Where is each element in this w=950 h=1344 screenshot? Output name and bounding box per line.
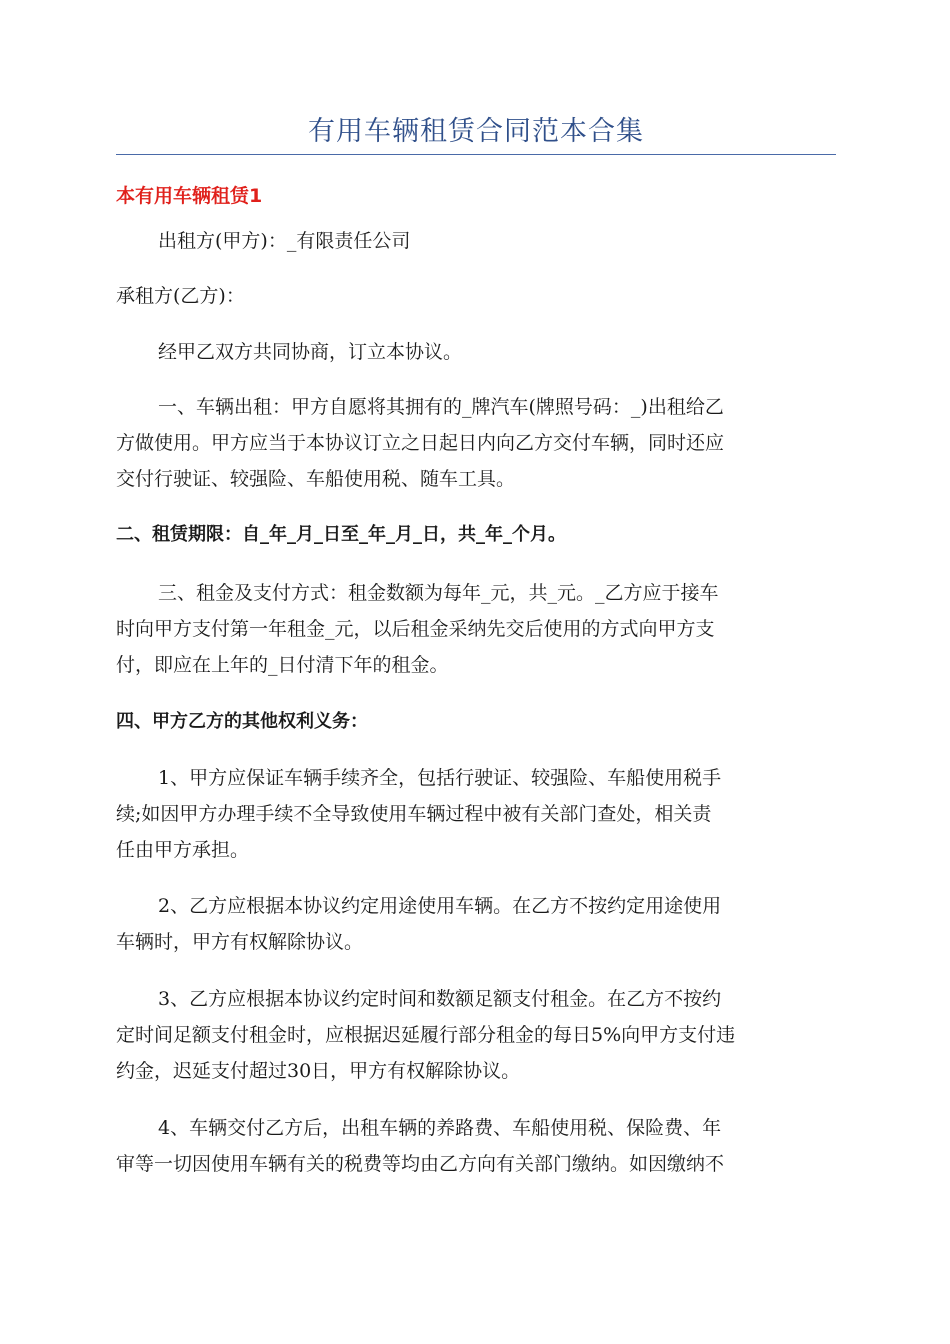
text-line: 出租方(甲方)：_有限责任公司: [158, 230, 411, 252]
text-line: 审等一切因使用车辆有关的税费等均由乙方向有关部门缴纳。如因缴纳不: [116, 1153, 725, 1175]
text-line: 续;如因甲方办理手续不全导致使用车辆过程中被有关部门查处，相关责: [116, 803, 712, 825]
text-line: 约金，迟延支付超过30日，甲方有权解除协议。: [116, 1060, 521, 1082]
text-line: 定时间足额支付租金时，应根据迟延履行部分租金的每日5%向甲方支付违: [116, 1024, 736, 1046]
item-4-paragraph: [116, 1110, 836, 1182]
text-line: 交付行驶证、较强险、车船使用税、随车工具。: [116, 468, 516, 490]
item-2-paragraph: [116, 888, 836, 960]
lessee-line: [116, 278, 836, 314]
intro-paragraph: [116, 334, 836, 370]
text-line: 三、租金及支付方式：租金数额为每年_元，共_元。_乙方应于接车: [158, 582, 719, 604]
text-line: 经甲乙双方共同协商，订立本协议。: [158, 341, 463, 363]
clause-3-paragraph: [116, 575, 836, 683]
lessor-line: [116, 223, 836, 259]
text-line: 1、甲方应保证车辆手续齐全，包括行驶证、较强险、车船使用税手: [158, 767, 722, 789]
text-line: 方做使用。甲方应当于本协议订立之日起日内向乙方交付车辆，同时还应: [116, 432, 725, 454]
text-line: 任由甲方承担。: [116, 839, 250, 861]
title-divider: [116, 154, 836, 155]
clause-4-heading: 四、甲方乙方的其他权利义务：: [116, 711, 368, 732]
text-line: 4、车辆交付乙方后，出租车辆的养路费、车船使用税、保险费、年: [158, 1117, 722, 1139]
text-line: 付，即应在上年的_日付清下年的租金。: [116, 654, 449, 676]
clause-2-heading: 二、租赁期限：自_年_月_日至_年_月_日，共_年_个月。: [116, 524, 566, 545]
text-line: 车辆时，甲方有权解除协议。: [116, 931, 364, 953]
text-line: 时向甲方支付第一年租金_元，以后租金采纳先交后使用的方式向甲方支: [116, 618, 715, 640]
text-line: 一、车辆出租：甲方自愿将其拥有的_牌汽车(牌照号码：_)出租给乙: [158, 396, 724, 418]
text-line: 2、乙方应根据本协议约定用途使用车辆。在乙方不按约定用途使用: [158, 895, 722, 917]
text-line: 3、乙方应根据本协议约定时间和数额足额支付租金。在乙方不按约: [158, 988, 722, 1010]
section-heading: 本有用车辆租赁1: [116, 185, 263, 207]
clause-1-paragraph: [116, 389, 836, 497]
text-line: 承租方(乙方)：: [116, 285, 245, 307]
document-title: 有用车辆租赁合同范本合集: [308, 116, 644, 147]
item-3-paragraph: [116, 981, 836, 1089]
item-1-paragraph: [116, 760, 836, 868]
